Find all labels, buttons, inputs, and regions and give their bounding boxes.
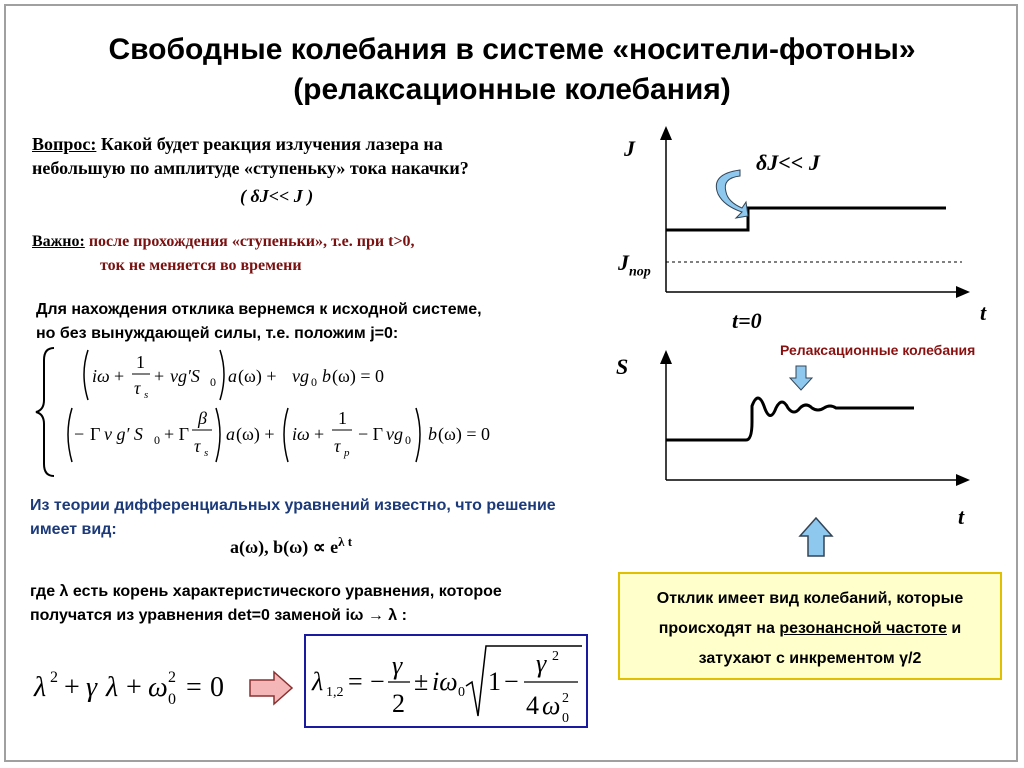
where-line-2: получатся из уравнения det=0 заменой iω → λ :: [30, 607, 407, 624]
question-label: Вопрос:: [32, 134, 97, 154]
svg-text:2: 2: [392, 689, 405, 718]
svg-text:τ: τ: [194, 436, 201, 456]
svg-text:iω: iω: [432, 667, 458, 696]
svg-text:iω: iω: [92, 366, 110, 386]
response-line-1: Отклик имеет вид колебаний, которые: [656, 590, 964, 607]
svg-text:− Γ: − Γ: [358, 424, 384, 444]
svg-text:iω: iω: [292, 424, 310, 444]
solution-form: [230, 534, 352, 558]
svg-text:(ω) = 0: (ω) = 0: [332, 366, 384, 386]
up-arrow-icon: [796, 516, 836, 560]
s-arrow-icon: [660, 350, 672, 364]
threshold-label-sub: пор: [629, 264, 651, 280]
equation-system: [30, 344, 570, 480]
svg-text:0: 0: [210, 375, 216, 389]
response-line-2: [620, 614, 1000, 644]
svg-text:+: +: [314, 424, 325, 444]
find-block: [36, 298, 596, 346]
svg-text:0: 0: [562, 711, 569, 726]
theory-line-1: Из теории дифференциальных уравнений известно, что решение: [30, 497, 556, 514]
svg-text:γ: γ: [86, 672, 98, 703]
svg-text:0: 0: [210, 672, 224, 703]
svg-text:p: p: [344, 447, 350, 459]
svg-text:ω: ω: [542, 691, 561, 720]
roots-formula: [306, 636, 586, 726]
bottom-y-label: S: [616, 354, 629, 379]
svg-text:γ: γ: [392, 651, 403, 680]
solution-text: a(ω), b(ω) ∝ e: [230, 537, 339, 557]
svg-text:Γ: Γ: [90, 424, 101, 444]
important-block: [32, 230, 415, 254]
svg-text:0: 0: [168, 691, 176, 708]
svg-text:4: 4: [526, 691, 539, 720]
svg-text:2: 2: [562, 691, 569, 706]
svg-text:+ Γ: + Γ: [164, 424, 190, 444]
svg-text:(ω) = 0: (ω) = 0: [438, 424, 490, 444]
slide-title: [0, 30, 1024, 110]
top-t-label: t: [980, 300, 987, 325]
response-line-2-pre: происходят на: [658, 620, 780, 637]
bottom-t-label: t: [958, 504, 965, 529]
step-label: δJ<< J: [756, 150, 820, 175]
svg-text:τ: τ: [134, 378, 141, 398]
svg-text:=: =: [348, 667, 363, 696]
relaxation-label: Релаксационные колебания: [780, 342, 976, 358]
svg-text:0: 0: [405, 433, 411, 447]
svg-text:2: 2: [552, 649, 559, 664]
svg-text:0: 0: [154, 433, 160, 447]
find-line-2: но без вынуждающей силы, т.е. положим j=0:: [36, 325, 399, 342]
response-line-2-post: и: [946, 620, 962, 637]
svg-text:ω: ω: [148, 672, 168, 703]
svg-text:s: s: [144, 389, 149, 401]
svg-text:s: s: [204, 447, 209, 459]
x-arrow-icon: [956, 286, 970, 298]
svg-text:λ: λ: [106, 672, 119, 703]
question-block: [32, 132, 602, 180]
svg-text:vg: vg: [386, 424, 403, 444]
svg-text:0: 0: [311, 375, 317, 389]
theory-line-2: имеет вид:: [30, 521, 117, 538]
svg-text:+: +: [126, 672, 142, 703]
where-line-1: где λ есть корень характеристического уравнения, которое: [30, 583, 502, 600]
important-text-2: ток не меняется во времени: [100, 257, 302, 274]
svg-text:λ: λ: [34, 672, 47, 703]
svg-text:1: 1: [136, 352, 145, 372]
resonant-frequency-text: резонансной частоте: [779, 620, 947, 637]
svg-text:a: a: [226, 424, 235, 444]
question-text-2: небольшую по амплитуде «ступеньку» тока накачки?: [32, 158, 469, 178]
svg-text:vg: vg: [292, 366, 309, 386]
response-line-3: затухают с инкрементом γ/2: [698, 650, 922, 667]
t-arrow-icon: [956, 474, 970, 486]
svg-text:(ω) +: (ω) +: [236, 424, 275, 444]
find-line-1: Для нахождения отклика вернемся к исходной системе,: [36, 301, 482, 318]
svg-text:1,2: 1,2: [326, 685, 344, 700]
characteristic-equation: [30, 656, 300, 716]
current-step-line: [666, 208, 946, 230]
photon-response-graph: [610, 344, 1010, 514]
down-arrow-icon: [790, 366, 812, 390]
roots-box: [304, 634, 588, 728]
svg-text:(ω) +: (ω) +: [238, 366, 277, 386]
svg-text:1: 1: [488, 667, 501, 696]
top-y-label: J: [624, 136, 635, 161]
svg-text:−: −: [370, 667, 385, 696]
t0-label: t=0: [732, 308, 762, 333]
pink-arrow-icon: [250, 672, 292, 704]
svg-text:+: +: [154, 366, 165, 386]
svg-text:a: a: [228, 366, 237, 386]
where-block: [30, 580, 590, 628]
svg-text:β: β: [198, 408, 207, 428]
important-text-1: после прохождения «ступеньки», т.е. при t>0,: [84, 233, 415, 250]
svg-text:0: 0: [458, 685, 465, 700]
threshold-label: [618, 250, 651, 280]
svg-text:γ: γ: [536, 649, 547, 678]
svg-text:2: 2: [168, 669, 176, 686]
relaxation-curve: [666, 398, 914, 440]
title-line-2: (релаксационные колебания): [293, 73, 731, 106]
svg-text:+: +: [64, 672, 80, 703]
threshold-label-main: J: [618, 250, 629, 275]
svg-text:−: −: [504, 667, 519, 696]
y-arrow-icon: [660, 126, 672, 140]
solution-exponent: λ t: [338, 534, 353, 549]
question-text-1: Какой будет реакция излучения лазера на: [96, 134, 443, 154]
curved-arrow-icon: [716, 170, 748, 218]
svg-text:v g′ S: v g′ S: [104, 424, 143, 444]
svg-text:vg′S: vg′S: [170, 366, 200, 386]
svg-text:=: =: [186, 672, 202, 703]
question-condition: ( δJ<< J ): [240, 186, 314, 206]
svg-text:±: ±: [414, 667, 429, 696]
svg-text:+: +: [114, 366, 125, 386]
svg-text:τ: τ: [334, 436, 341, 456]
svg-text:2: 2: [50, 669, 58, 686]
svg-text:b: b: [322, 366, 331, 386]
svg-text:1: 1: [338, 408, 347, 428]
title-line-1: Свободные колебания в системе «носители-фотоны»: [108, 33, 916, 66]
response-box: [618, 572, 1002, 680]
svg-text:−: −: [74, 424, 85, 444]
svg-text:λ: λ: [312, 667, 324, 696]
svg-text:b: b: [428, 424, 437, 444]
important-label: Важно:: [32, 233, 85, 250]
